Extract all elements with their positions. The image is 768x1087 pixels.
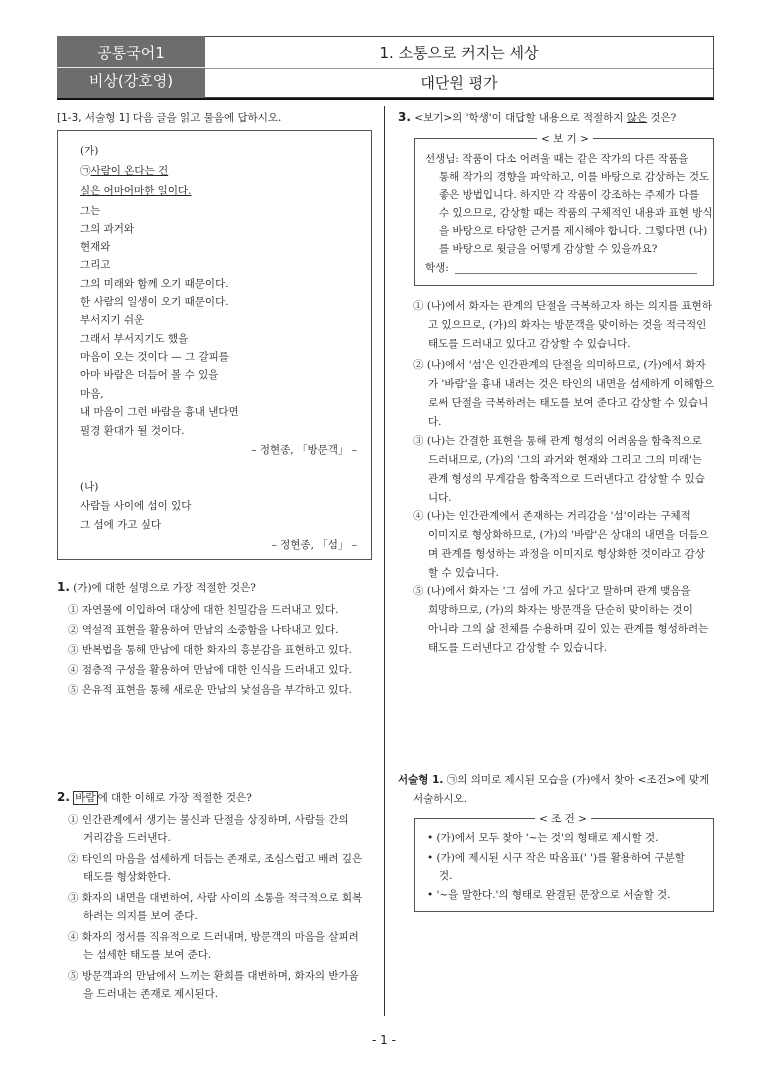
q3-choice-2-line-3: 로써 단절을 극복하려는 태도를 보여 준다고 감상할 수 있습니 bbox=[428, 397, 709, 409]
student-answer-line bbox=[455, 273, 697, 274]
q3-choice-3-line-1[interactable]: ③ (나)는 간결한 표현을 통해 관계 형성의 어려움을 함축적으로 bbox=[413, 435, 702, 447]
poem-ga-line-12: 아마 바람은 더듬어 볼 수 있을 bbox=[80, 369, 219, 381]
conditions-box bbox=[414, 813, 714, 912]
q1-choice-5[interactable]: ⑤ 은유적 표현을 통해 새로운 만남의 낯설음을 부각하고 있다. bbox=[68, 684, 352, 696]
publisher-label: 비상(강호영) bbox=[88, 72, 174, 90]
bogi-line-5: 을 바탕으로 타당한 근거를 제시해야 합니다. 그렇다면 (나) bbox=[439, 225, 708, 237]
condition-1: • (가)에서 모두 찾아 '~는 것'의 형태로 제시할 것. bbox=[427, 832, 659, 844]
q2-choice-5-line-2: 을 드러내는 존재로 제시된다. bbox=[83, 988, 219, 1000]
essay-label: 서술형 1. bbox=[398, 774, 444, 786]
question-stem: 에 대한 이해로 가장 적절한 것은? bbox=[97, 792, 252, 804]
page-number: - 1 - bbox=[372, 1033, 396, 1047]
poem-ga-line-2: 실은 어마어마한 일이다. bbox=[80, 185, 192, 197]
poem-ga-source: – 정현종, 「방문객」 – bbox=[251, 444, 357, 456]
q2-choice-5-line-1[interactable]: ⑤ 방문객과의 만남에서 느끼는 환희를 대변하며, 화자의 반가움 bbox=[68, 970, 359, 982]
poem-ga-line-4: 그의 과거와 bbox=[80, 223, 135, 235]
question-3 bbox=[398, 110, 676, 125]
subject-title: 공통국어1 bbox=[97, 44, 165, 62]
underlined-text: 사람이 온다는 건 bbox=[90, 165, 169, 177]
q2-choice-2-line-2: 태도를 형상화한다. bbox=[83, 871, 171, 883]
question-stem-end: 것은? bbox=[647, 112, 677, 124]
q3-choice-2-line-4: 다. bbox=[428, 416, 442, 428]
bogi-line-2: 통해 작가의 경향을 파악하고, 이를 바탕으로 감상하는 것도 bbox=[439, 171, 710, 183]
q3-choice-2-line-2: 가 '바람'을 흉내 내려는 것은 타인의 내면을 섬세하게 이해함으 bbox=[428, 378, 715, 390]
condition-2-line-2: 것. bbox=[439, 870, 453, 882]
bogi-title: < 보 기 > bbox=[537, 131, 593, 146]
q3-choice-4-line-4: 할 수 있습니다. bbox=[428, 567, 499, 579]
question-2 bbox=[57, 790, 252, 805]
q3-choice-3-line-3: 관계 형성의 무게감을 함축적으로 드러낸다고 감상할 수 있습 bbox=[428, 473, 705, 485]
question-number: 2. bbox=[57, 790, 70, 804]
question-stem: (가)에 대한 설명으로 가장 적절한 것은? bbox=[73, 582, 256, 594]
header-rule bbox=[205, 68, 713, 69]
bogi-line-1: 선생님: 작품이 다소 어려울 때는 같은 작가의 다른 작품을 bbox=[425, 153, 689, 165]
q2-choice-3-line-2: 하려는 의지를 보여 준다. bbox=[83, 910, 198, 922]
unit-title: 1. 소통으로 커지는 세상 bbox=[379, 44, 539, 62]
q3-choice-3-line-4: 니다. bbox=[428, 492, 452, 504]
q3-choice-5-line-3: 아니라 그의 삶 전체를 수용하며 깊이 있는 관계를 형성하려는 bbox=[428, 623, 709, 635]
poem-ga-line-3: 그는 bbox=[80, 205, 101, 217]
poem-ga-line-9: 부서지기 쉬운 bbox=[80, 314, 145, 326]
condition-2-line-1: • (가)에 제시된 시구 작은 따옴표(' ')를 활용하여 구분할 bbox=[427, 852, 685, 864]
q3-choice-5-line-2: 희망하므로, (가)의 화자는 방문객을 단순히 맞이하는 것이 bbox=[428, 604, 693, 616]
q3-choice-5-line-1[interactable]: ⑤ (나)에서 화자는 '그 섬에 가고 싶다'고 말하며 관계 맺음을 bbox=[413, 585, 691, 597]
circled-marker: ㉠ bbox=[80, 165, 91, 177]
q1-choice-2[interactable]: ② 역설적 표현을 활용하여 만남의 소중함을 나타내고 있다. bbox=[68, 624, 339, 636]
conditions-title: < 조 건 > bbox=[535, 811, 591, 826]
poem-ga-line-6: 그리고 bbox=[80, 259, 111, 271]
essay-stem: 의 의미로 제시된 모습을 (가)에서 찾아 <조건>에 맞게 bbox=[457, 774, 710, 786]
bogi-line-6: 를 바탕으로 윗글을 어떻게 감상할 수 있을까요? bbox=[439, 243, 658, 255]
q2-choice-4-line-1[interactable]: ④ 화자의 정서를 직유적으로 드러내며, 방문객의 마음을 살피려 bbox=[68, 931, 359, 943]
q2-choice-1-line-2: 거리감을 드러낸다. bbox=[83, 832, 171, 844]
instruction: [1-3, 서술형 1] 다음 글을 읽고 물음에 답하시오. bbox=[57, 112, 282, 124]
poem-ga-line-8: 한 사람의 일생이 오기 때문이다. bbox=[80, 296, 229, 308]
question-1 bbox=[57, 580, 256, 595]
student-label: 학생: bbox=[425, 262, 449, 274]
poem-ga-line-11: 마음이 오는 것이다 — 그 갈피를 bbox=[80, 351, 229, 363]
q3-choice-3-line-2: 드러내므로, (가)의 '그의 과거와 현재와 그리고 그의 미래'는 bbox=[428, 454, 702, 466]
essay-question-1 bbox=[398, 772, 709, 787]
header-divider bbox=[57, 67, 205, 68]
q3-choice-1-line-2: 고 있으므로, (가)의 화자는 방문객을 맞이하는 것을 적극적인 bbox=[428, 319, 707, 331]
poem-ga-line-14: 내 마음이 그런 바람을 흉내 낸다면 bbox=[80, 406, 239, 418]
poem-ga-line-10: 그래서 부서지기도 했을 bbox=[80, 333, 189, 345]
poem-ga-line-7: 그의 미래와 함께 오기 때문이다. bbox=[80, 278, 229, 290]
q3-choice-5-line-4: 태도를 드러낸다고 감상할 수 있습니다. bbox=[428, 642, 607, 654]
unit-header-box bbox=[205, 36, 714, 98]
q3-choice-4-line-2: 이미지로 형상화하므로, (가)의 '바람'은 상대의 내면을 더듬으 bbox=[428, 529, 709, 541]
header-bottom-rule bbox=[57, 98, 714, 100]
q1-choice-3[interactable]: ③ 반복법을 통해 만남에 대한 화자의 흥분감을 표현하고 있다. bbox=[68, 644, 352, 656]
poem-na-source: – 정현종, 「섬」 – bbox=[271, 539, 357, 551]
circled-marker: ㉠ bbox=[446, 774, 458, 786]
question-number: 1. bbox=[57, 580, 70, 594]
q2-choice-4-line-2: 는 섬세한 태도를 보여 준다. bbox=[83, 949, 212, 961]
q3-choice-1-line-1[interactable]: ① (나)에서 화자는 관계의 단절을 극복하고자 하는 의지를 표현하 bbox=[413, 300, 712, 312]
poem-ga-line-5: 현재와 bbox=[80, 241, 111, 253]
bogi-line-3: 좋은 방법입니다. 하지만 각 작품이 강조하는 주제가 다를 bbox=[439, 189, 699, 201]
q2-choice-1-line-1[interactable]: ① 인간관계에서 생기는 불신과 단절을 상징하며, 사람들 간의 bbox=[68, 814, 349, 826]
poem-na-label: (나) bbox=[80, 481, 99, 493]
poem-ga-line-15: 필경 환대가 될 것이다. bbox=[80, 425, 185, 437]
poem-ga-label: (가) bbox=[80, 145, 99, 157]
poem-ga-line-1 bbox=[80, 163, 168, 178]
bogi-line-4: 수 있으므로, 감상할 때는 작품의 구체적인 내용과 표현 방식 bbox=[439, 207, 713, 219]
question-number: 3. bbox=[398, 110, 411, 124]
q1-choice-1[interactable]: ① 자연물에 이입하여 대상에 대한 친밀감을 드러내고 있다. bbox=[68, 604, 339, 616]
subject-header-box bbox=[57, 36, 205, 98]
keyword-box: 바람 bbox=[75, 792, 96, 804]
q3-choice-4-line-3: 며 관계를 형성하는 과정을 이미지로 형상화한 것이라고 감상 bbox=[428, 548, 705, 560]
condition-3: • '~을 말한다.'의 형태로 완결된 문장으로 서술할 것. bbox=[427, 889, 671, 901]
question-stem: <보기>의 '학생'이 대답할 내용으로 적절하지 bbox=[414, 112, 627, 124]
q1-choice-4[interactable]: ④ 점층적 구성을 활용하여 만남에 대한 인식을 드러내고 있다. bbox=[68, 664, 352, 676]
q3-choice-4-line-1[interactable]: ④ (나)는 인간관계에서 존재하는 거리감을 '섬'이라는 구체적 bbox=[413, 510, 691, 522]
q2-choice-3-line-1[interactable]: ③ 화자의 내면을 대변하여, 사람 사이의 소통을 적극적으로 회복 bbox=[68, 892, 363, 904]
passage-box bbox=[57, 130, 372, 560]
column-divider bbox=[384, 106, 385, 1016]
bogi-box bbox=[414, 133, 714, 286]
poem-ga-line-13: 마음, bbox=[80, 388, 104, 400]
unit-subtitle: 대단원 평가 bbox=[420, 74, 498, 92]
poem-na-line-2: 그 섬에 가고 싶다 bbox=[80, 519, 162, 531]
essay-stem-line-2: 서술하시오. bbox=[413, 793, 468, 805]
q3-choice-2-line-1[interactable]: ② (나)에서 '섬'은 인간관계의 단절을 의미하므로, (가)에서 화자 bbox=[413, 359, 706, 371]
negation-emphasis: 않은 bbox=[626, 112, 648, 124]
q2-choice-2-line-1[interactable]: ② 타인의 마음을 섬세하게 더듬는 존재로, 조심스럽고 배려 깊은 bbox=[68, 853, 363, 865]
q3-choice-1-line-3: 태도를 드러내고 있다고 감상할 수 있습니다. bbox=[428, 338, 631, 350]
poem-na-line-1: 사람들 사이에 섬이 있다 bbox=[80, 500, 192, 512]
